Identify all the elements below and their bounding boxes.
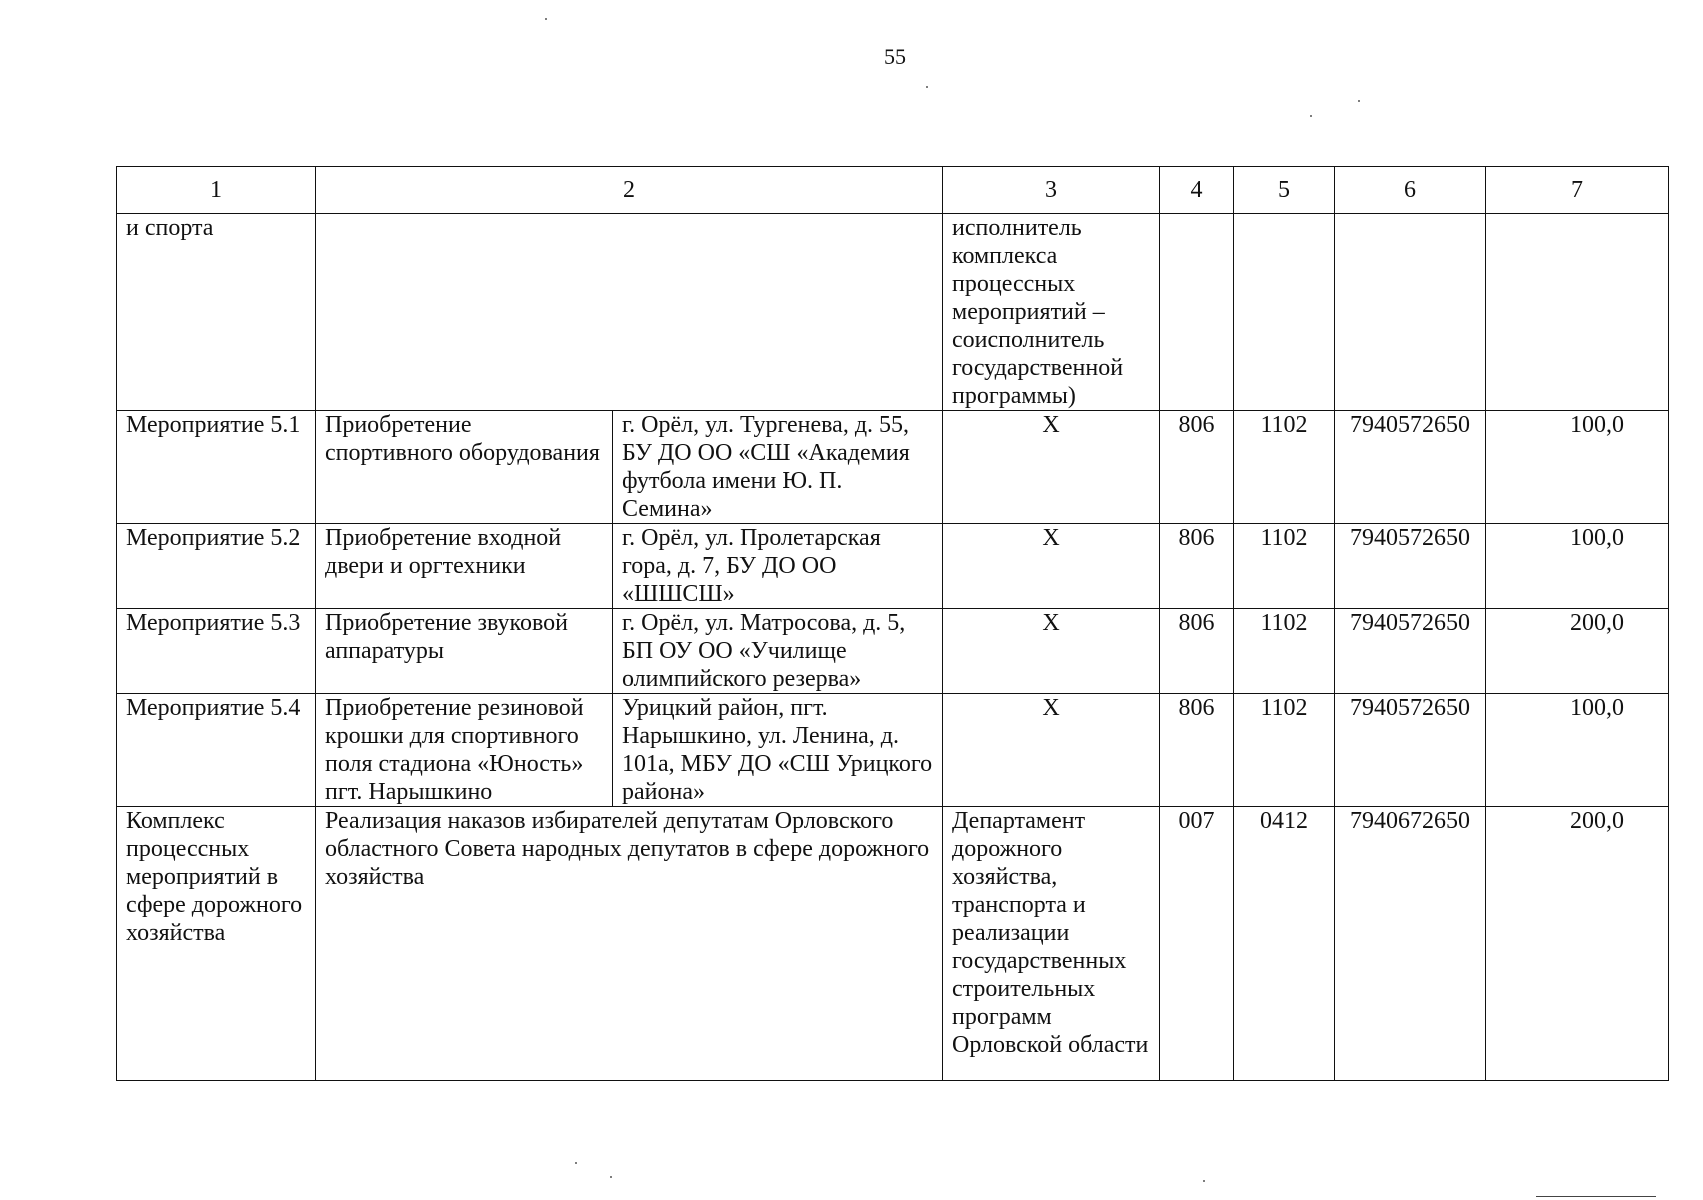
row-description: Приобретение звуковой аппаратуры (316, 609, 613, 694)
row-col-4: 806 (1160, 609, 1234, 694)
row-name: Мероприятие 5.4 (117, 694, 316, 807)
complex-col-4: 007 (1160, 807, 1234, 1081)
table-row-complex (117, 807, 1669, 1081)
row-col-6: 7940572650 (1335, 694, 1486, 807)
header-col-3: 3 (943, 167, 1160, 214)
row-col-4: 806 (1160, 411, 1234, 524)
row-name: Мероприятие 5.1 (117, 411, 316, 524)
table-row (117, 609, 1669, 694)
complex-executor: Департамент дорожного хозяйства, транспорта и реализации государственных строительных программ Орловской области (943, 807, 1160, 1081)
row-executor: Х (943, 524, 1160, 609)
header-col-2: 2 (316, 167, 943, 214)
budget-table (116, 166, 1669, 1081)
continuation-col-2 (316, 214, 943, 411)
scan-speck (610, 1176, 612, 1178)
continuation-col-4 (1160, 214, 1234, 411)
row-col-7: 100,0 (1486, 524, 1669, 609)
row-col-6: 7940572650 (1335, 524, 1486, 609)
row-col-4: 806 (1160, 694, 1234, 807)
row-col-6: 7940572650 (1335, 609, 1486, 694)
continuation-col-6 (1335, 214, 1486, 411)
table-row (117, 524, 1669, 609)
continuation-col-7 (1486, 214, 1669, 411)
table-row (117, 694, 1669, 807)
table-row (117, 411, 1669, 524)
header-col-4: 4 (1160, 167, 1234, 214)
row-col-7: 100,0 (1486, 411, 1669, 524)
row-location: Урицкий район, пгт. Нарышкино, ул. Ленина, д. 101а, МБУ ДО «СШ Урицкого района» (613, 694, 943, 807)
complex-col-7: 200,0 (1486, 807, 1669, 1081)
row-location: г. Орёл, ул. Пролетарская гора, д. 7, БУ ДО ОО «ШШСШ» (613, 524, 943, 609)
scan-speck (545, 18, 547, 20)
continuation-col-3: исполнитель комплекса процессных мероприятий – соисполнитель государственной программы) (943, 214, 1160, 411)
scan-rule-mark (1536, 1196, 1656, 1197)
row-executor: Х (943, 609, 1160, 694)
row-description: Приобретение спортивного оборудования (316, 411, 613, 524)
row-col-6: 7940572650 (1335, 411, 1486, 524)
row-col-5: 1102 (1234, 694, 1335, 807)
row-description: Приобретение резиновой крошки для спортивного поля стадиона «Юность» пгт. Нарышкино (316, 694, 613, 807)
table-header-row (117, 167, 1669, 214)
row-col-7: 200,0 (1486, 609, 1669, 694)
header-col-5: 5 (1234, 167, 1335, 214)
scan-speck (926, 86, 928, 88)
header-col-6: 6 (1335, 167, 1486, 214)
row-name: Мероприятие 5.2 (117, 524, 316, 609)
row-col-4: 806 (1160, 524, 1234, 609)
continuation-col-1: и спорта (117, 214, 316, 411)
row-col-5: 1102 (1234, 524, 1335, 609)
row-name: Мероприятие 5.3 (117, 609, 316, 694)
page-number: 55 (884, 44, 906, 69)
row-col-5: 1102 (1234, 609, 1335, 694)
header-col-7: 7 (1486, 167, 1669, 214)
continuation-col-5 (1234, 214, 1335, 411)
table-row-continuation (117, 214, 1669, 411)
complex-description: Реализация наказов избирателей депутатам Орловского областного Совета народных депутатов в сфере дорожного хозяйства (316, 807, 943, 1081)
complex-col-5: 0412 (1234, 807, 1335, 1081)
header-col-1: 1 (117, 167, 316, 214)
row-executor: Х (943, 411, 1160, 524)
scan-speck (575, 1162, 577, 1164)
complex-col-6: 7940672650 (1335, 807, 1486, 1081)
row-location: г. Орёл, ул. Тургенева, д. 55, БУ ДО ОО «СШ «Академия футбола имени Ю. П. Семина» (613, 411, 943, 524)
row-col-7: 100,0 (1486, 694, 1669, 807)
row-description: Приобретение входной двери и оргтехники (316, 524, 613, 609)
complex-name: Комплекс процессных мероприятий в сфере дорожного хозяйства (117, 807, 316, 1081)
scan-speck (1358, 100, 1360, 102)
scan-speck (1310, 115, 1312, 117)
row-executor: Х (943, 694, 1160, 807)
row-location: г. Орёл, ул. Матросова, д. 5, БП ОУ ОО «Училище олимпийского резерва» (613, 609, 943, 694)
row-col-5: 1102 (1234, 411, 1335, 524)
scan-speck (1203, 1180, 1205, 1182)
